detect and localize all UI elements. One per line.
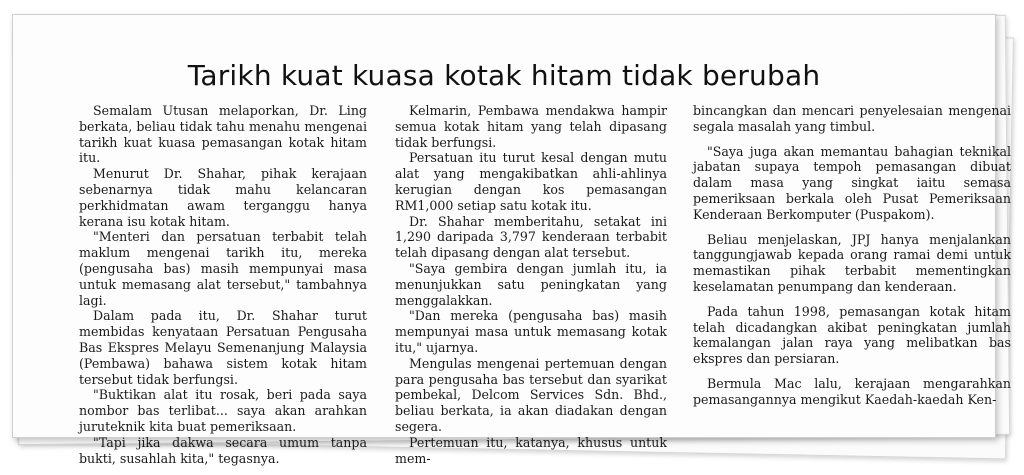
paragraph: Semalam Utusan melaporkan, Dr. Ling berkata, beliau tidak tahu menahu mengenai tarikh kuat kuasa pemasangan kotak hitam itu. [79, 103, 367, 166]
paragraph: Pertemuan itu, katanya, khusus untuk mem- [395, 434, 667, 466]
paragraph: Bermula Mac lalu, kerajaan mengarahkan pemasangannya mengikut Kaedah-kaedah Ken- [693, 375, 1011, 407]
paragraph: Dalam pada itu, Dr. Shahar turut membidas kenyataan Persatuan Pengusaha Bas Ekspres Melayu Semenanjung Malaysia (Pembawa) bahawa sistem kotak hitam tersebut tidak berfungsi. [79, 308, 367, 387]
article-column-2 [395, 103, 667, 466]
paragraph: bincangkan dan mencari penyelesaian mengenai segala masalah yang timbul. [693, 103, 1011, 134]
headline: Tarikh kuat kuasa kotak hitam tidak berubah [187, 59, 821, 92]
paragraph: Menurut Dr. Shahar, pihak kerajaan sebenarnya tidak mahu kelancaran perkhidmatan awam terganggu hanya kerana isu kotak hitam. [79, 166, 367, 229]
paragraph: Persatuan itu turut kesal dengan mutu alat yang mengakibatkan ahli-ahlinya kerugian dengan kos pemasangan RM1,000 setiap satu kotak itu. [395, 150, 667, 213]
paragraph: "Dan mereka (pengusaha bas) masih mempunyai masa untuk memasang kotak itu," ujarnya. [395, 308, 667, 355]
paragraph: Mengulas mengenai pertemuan dengan para pengusaha bas tersebut dan syarikat pembekal, Delcom Services Sdn. Bhd., beliau berkata, ia akan diadakan dengan segera. [395, 355, 667, 434]
paragraph: "Tapi jika dakwa secara umum tanpa bukti, susahlah kita," tegasnya. [79, 434, 367, 466]
paragraph: "Menteri dan persatuan terbabit telah maklum mengenai tarikh itu, mereka (pengusaha bas) masih mempunyai masa untuk memasang alat tersebut," tambahnya lagi. [79, 229, 367, 308]
article-column-3 [693, 103, 1011, 408]
paragraph: "Saya gembira dengan jumlah itu, ia menunjukkan satu peningkatan yang menggalakkan. [395, 260, 667, 308]
paragraph: "Saya juga akan memantau bahagian teknikal jabatan supaya tempoh pemasangan dibuat dalam masa yang singkat iaitu semasa pemeriksaan berkala oleh Pusat Pemeriksaan Kenderaan Berkomputer (Puspakom). [693, 143, 1011, 222]
paragraph: Beliau menjelaskan, JPJ hanya menjalankan tanggungjawab kepada orang ramai demi untuk memastikan pihak terbabit mementingkan keselamatan penumpang dan kenderaan. [693, 231, 1011, 294]
paragraph: Dr. Shahar memberitahu, setakat ini 1,290 daripada 3,797 kenderaan terbabit telah dipasang dengan alat tersebut. [395, 213, 667, 261]
newspaper-clipping [12, 14, 1011, 466]
paragraph: Kelmarin, Pembawa mendakwa hampir semua kotak hitam yang telah dipasang tidak berfungsi. [395, 103, 667, 150]
article-column-1 [79, 103, 367, 466]
paragraph: Pada tahun 1998, pemasangan kotak hitam telah dicadangkan akibat peningkatan jumlah kemalangan jalan raya yang melibatkan bas ekspres dan persiaran. [693, 303, 1011, 367]
paragraph: "Buktikan alat itu rosak, beri pada saya nombor bas terlibat... saya akan arahkan juruteknik kita buat pemeriksaan. [79, 387, 367, 434]
